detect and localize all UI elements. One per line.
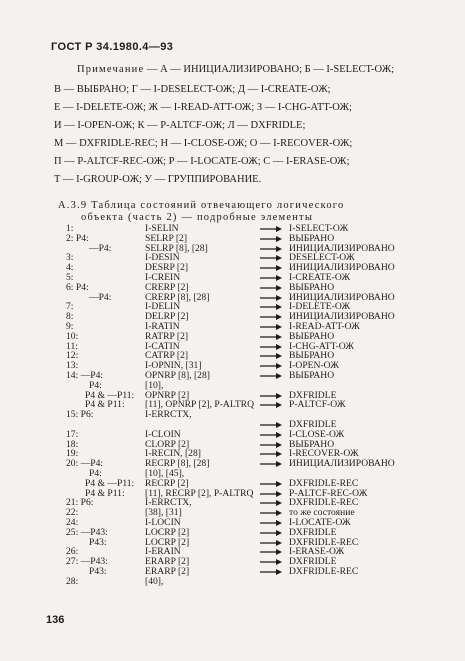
row-next-state: DXFRIDLE-REC bbox=[289, 477, 359, 489]
note-label: Примечание bbox=[77, 64, 145, 75]
note-text: — А — ИНИЦИАЛИЗИРОВАНО; Б — I-SELECT-ОЖ; bbox=[144, 64, 395, 75]
row-action: RECRP [8], [28] bbox=[145, 458, 210, 470]
row-next-state: ИНИЦИАЛИЗИРОВАНО bbox=[289, 291, 395, 303]
document-header: ГОСТ Р 34.1980.4—93 bbox=[51, 41, 174, 53]
row-action: SELRP [2] bbox=[145, 232, 188, 244]
row-condition: P4: bbox=[89, 468, 102, 479]
row-condition: 10: bbox=[66, 330, 79, 342]
row-next-state: I-LOCATE-ОЖ bbox=[289, 517, 351, 528]
row-condition: 8: bbox=[66, 311, 74, 323]
row-action: [40], bbox=[145, 575, 164, 587]
row-condition: 1: bbox=[66, 223, 74, 234]
row-action: I-LOCIN bbox=[145, 517, 181, 528]
row-condition: 18: bbox=[66, 438, 79, 450]
row-action: ERARP [2] bbox=[145, 556, 190, 568]
row-action: RECRP [2] bbox=[145, 477, 189, 489]
row-condition: —P4: bbox=[89, 291, 112, 303]
row-next-state: DXFRIDLE-REC bbox=[289, 536, 359, 548]
row-action: OPNRP [2] bbox=[145, 389, 190, 401]
row-next-state: ИНИЦИАЛИЗИРОВАНО bbox=[289, 262, 395, 274]
row-next-state: DXFRIDLE-REC bbox=[289, 497, 359, 509]
note-text: Т — I-GROUP-ОЖ; У — ГРУППИРОВАНИЕ. bbox=[54, 174, 262, 185]
row-action: CRERP [2] bbox=[145, 281, 189, 293]
row-condition: 7: bbox=[66, 301, 74, 313]
row-action: CATRP [2] bbox=[145, 350, 189, 362]
row-condition: 6: P4: bbox=[66, 281, 89, 293]
row-action: I-ERRCTX, bbox=[145, 409, 192, 421]
row-next-state: DXFRIDLE bbox=[289, 556, 337, 568]
row-condition: P4 & —P11: bbox=[85, 389, 135, 401]
row-condition: 15: P6: bbox=[66, 409, 94, 421]
page-number: 136 bbox=[46, 614, 65, 626]
note-line bbox=[54, 174, 261, 185]
row-action: DESRP [2] bbox=[145, 262, 189, 274]
note-line bbox=[54, 102, 352, 113]
row-condition: 4: bbox=[66, 262, 74, 274]
row-condition: 20: —P4: bbox=[66, 458, 104, 470]
row-action: CRERP [8], [28] bbox=[145, 291, 210, 303]
table-caption-line-1: А.3.9 Таблица состояний отвечающего логического bbox=[58, 200, 345, 211]
row-condition: —P4: bbox=[89, 242, 112, 254]
row-next-state: ВЫБРАНО bbox=[289, 232, 335, 244]
row-action: I-OPNIN, [31] bbox=[145, 360, 202, 372]
row-condition: 9: bbox=[66, 321, 74, 332]
row-condition: P43: bbox=[89, 536, 107, 548]
table-row bbox=[0, 576, 465, 587]
row-action: I-ERAIN bbox=[145, 546, 181, 558]
row-condition: 27: —P43: bbox=[66, 556, 108, 568]
row-action: [11], RECRP [2], P-ALTRQ bbox=[145, 487, 254, 499]
table-caption-line-2: объекта (часть 2) — подробные элементы bbox=[81, 212, 314, 223]
row-next-state: I-RECOVER-ОЖ bbox=[289, 448, 359, 460]
note-line bbox=[54, 84, 331, 95]
row-next-state: ВЫБРАНО bbox=[289, 438, 335, 450]
row-next-state: ИНИЦИАЛИЗИРОВАНО bbox=[289, 311, 395, 323]
row-condition: 21: P6: bbox=[66, 497, 94, 509]
row-action: [10], [45], bbox=[145, 468, 185, 479]
row-action: [11], OPNRP [2], P-ALTRQ bbox=[145, 399, 255, 411]
row-action: LOCRP [2] bbox=[145, 536, 190, 548]
note-text: В — ВЫБРАНО; Г — I-DESELECT-ОЖ; Д — I-CREATE-ОЖ; bbox=[54, 84, 331, 95]
row-action: I-ERRCTX, bbox=[145, 497, 192, 509]
row-next-state: DXFRIDLE bbox=[289, 526, 337, 538]
note-text: И — I-OPEN-ОЖ; К — P-ALTCF-ОЖ; Л — DXFRIDLE; bbox=[54, 120, 306, 131]
row-action: RATRP [2] bbox=[145, 330, 189, 342]
row-action: I-SELIN bbox=[145, 223, 179, 234]
row-condition: P4 & —P11: bbox=[85, 477, 135, 489]
row-condition: P4: bbox=[89, 379, 102, 391]
row-condition: P4 & P11: bbox=[85, 399, 125, 411]
row-next-state: ВЫБРАНО bbox=[289, 370, 335, 381]
row-condition: 13: bbox=[66, 360, 79, 372]
row-next-state: ИНИЦИАЛИЗИРОВАНО bbox=[289, 242, 395, 254]
row-next-state: I-CLOSE-ОЖ bbox=[289, 428, 345, 440]
row-condition: 24: bbox=[66, 517, 79, 528]
row-next-state: DXFRIDLE-REC bbox=[289, 566, 359, 577]
row-action: [10], bbox=[145, 379, 164, 391]
row-next-state: I-ERASE-ОЖ bbox=[289, 546, 345, 558]
row-action: ERARP [2] bbox=[145, 566, 190, 577]
row-action: I-RATIN bbox=[145, 321, 180, 332]
row-next-state: DXFRIDLE bbox=[289, 419, 337, 430]
row-condition: 22: bbox=[66, 507, 79, 519]
row-next-state: ВЫБРАНО bbox=[289, 350, 335, 362]
row-action: I-RECIN, [28] bbox=[145, 448, 201, 460]
row-condition: 19: bbox=[66, 448, 79, 460]
row-next-state: ВЫБРАНО bbox=[289, 330, 335, 342]
row-action: LOCRP [2] bbox=[145, 526, 190, 538]
row-condition: 11: bbox=[66, 340, 78, 352]
row-next-state: I-SELECT-ОЖ bbox=[289, 223, 349, 234]
row-condition: 14: —P4: bbox=[66, 370, 104, 381]
row-condition: 12: bbox=[66, 350, 79, 362]
row-condition: 17: bbox=[66, 428, 79, 440]
note-text: Е — I-DELETE-ОЖ; Ж — I-READ-ATT-ОЖ; З — I-CHG-ATT-ОЖ; bbox=[54, 102, 352, 113]
row-condition: P43: bbox=[89, 566, 107, 577]
row-condition: P4 & P11: bbox=[85, 487, 125, 499]
row-condition: 26: bbox=[66, 546, 79, 558]
row-next-state: I-CREATE-ОЖ bbox=[289, 272, 351, 283]
row-condition: 2: P4: bbox=[66, 232, 89, 244]
note-line bbox=[77, 64, 394, 75]
row-condition: 5: bbox=[66, 272, 74, 283]
row-condition: 3: bbox=[66, 252, 74, 264]
row-action: I-DESIN bbox=[145, 252, 180, 264]
row-action: DELRP [2] bbox=[145, 311, 189, 323]
row-action: [38], [31] bbox=[145, 507, 182, 519]
row-next-state: ИНИЦИАЛИЗИРОВАНО bbox=[289, 458, 395, 470]
row-next-state: I-READ-ATT-ОЖ bbox=[289, 321, 360, 332]
row-next-state: I-OPEN-ОЖ bbox=[289, 360, 339, 372]
row-condition: 25: —P43: bbox=[66, 526, 108, 538]
row-next-state: ВЫБРАНО bbox=[289, 281, 335, 293]
row-action: I-DELIN bbox=[145, 301, 181, 313]
note-line bbox=[54, 156, 349, 167]
note-line bbox=[54, 138, 352, 149]
note-line bbox=[54, 120, 305, 131]
row-next-state: DXFRIDLE bbox=[289, 389, 337, 401]
row-next-state: P-ALTCF-ОЖ bbox=[289, 399, 346, 411]
row-next-state: DESELECT-ОЖ bbox=[289, 252, 355, 264]
row-condition: 28: bbox=[66, 575, 79, 587]
row-next-state: I-DELETE-ОЖ bbox=[289, 301, 351, 313]
note-text: П — P-ALTCF-REC-ОЖ; Р — I-LOCATE-ОЖ; С — I-ERASE-ОЖ; bbox=[54, 156, 350, 167]
row-next-state: то же состояние bbox=[289, 507, 355, 519]
row-next-state: I-CHG-ATT-ОЖ bbox=[289, 340, 355, 352]
row-action: CLORP [2] bbox=[145, 438, 190, 450]
note-text: М — DXFRIDLE-REC; Н — I-CLOSE-ОЖ; О — I-RECOVER-ОЖ; bbox=[54, 138, 353, 149]
row-action: I-CLOIN bbox=[145, 428, 181, 440]
row-next-state: P-ALTCF-REC-ОЖ bbox=[289, 487, 368, 499]
row-action: OPNRP [8], [28] bbox=[145, 370, 210, 381]
row-action: I-CATIN bbox=[145, 340, 180, 352]
row-action: SELRP [8], [28] bbox=[145, 242, 208, 254]
row-action: I-CREIN bbox=[145, 272, 181, 283]
